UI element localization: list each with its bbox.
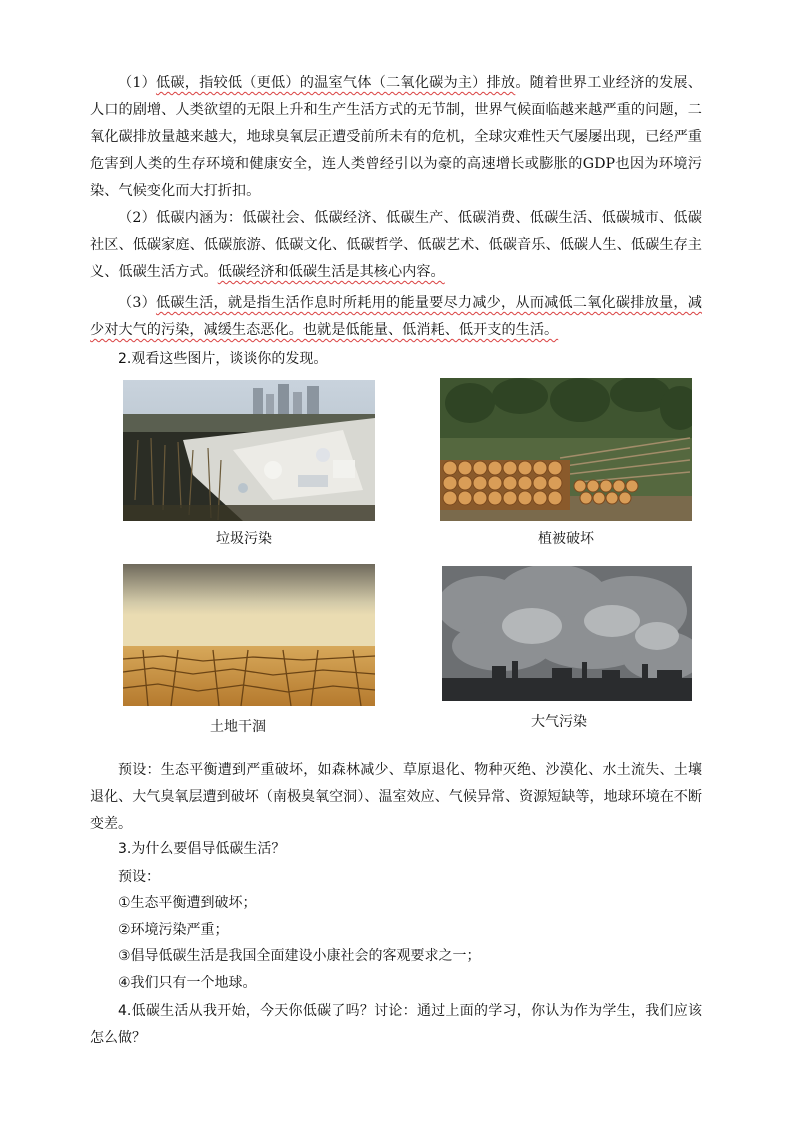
preset-answer-2-label: 预设： xyxy=(118,869,160,885)
vegetation-destruction-photo xyxy=(440,378,692,521)
land-drought-photo xyxy=(123,564,375,706)
preset-answer-1: 预设：生态平衡遭到严重破坏，如森林减少、草原退化、物种灭绝、沙漠化、水土流失、土壤退化、大气臭氧层遭到破坏（南极臭氧空洞）、温室效应、气候异常、资源短缺等，地球环境在不断变差。 xyxy=(90,762,702,832)
land-drought-caption: 土地干涸 xyxy=(210,719,266,735)
garbage-pollution-photo xyxy=(123,380,375,521)
paragraph-low-carbon-connotation xyxy=(90,205,702,286)
reason-item-3: ③倡导低碳生活是我国全面建设小康社会的客观要求之一； xyxy=(118,948,481,964)
air-pollution-photo xyxy=(442,566,692,701)
question-4: 4.低碳生活从我开始，今天你低碳了吗？讨论：通过上面的学习，你认为作为学生，我们应该怎么做？ xyxy=(90,1003,702,1046)
paragraph-low-carbon-life xyxy=(90,290,702,344)
garbage-pollution-caption: 垃圾污染 xyxy=(216,531,272,547)
reason-item-1: ①生态平衡遭到破坏； xyxy=(118,895,257,911)
vegetation-destruction-caption: 植被破坏 xyxy=(538,531,594,547)
question-2: 2.观看这些图片，谈谈你的发现。 xyxy=(118,351,328,367)
air-pollution-caption: 大气污染 xyxy=(531,714,587,730)
p3-number: （3） xyxy=(118,295,156,311)
p2-body: （2）低碳内涵为：低碳社会、低碳经济、低碳生产、低碳消费、低碳生活、低碳城市、低碳社区、低碳家庭、低碳旅游、低碳文化、低碳哲学、低碳艺术、低碳音乐、低碳人生、低碳生存主义、低碳生活方式。 xyxy=(90,210,702,280)
p1-underlined-definition: 低碳，指较低（更低）的温室气体（二氧化碳为主）排放 xyxy=(155,75,516,91)
p1-body: 。随着世界工业经济的发展、人口的剧增、人类欲望的无限上升和生产生活方式的无节制，世界气候面临越来越严重的问题，二氧化碳排放量越来越大，地球臭氧层正遭受前所未有的危机，全球灾难性天气屡屡出现，已经严重危害到人类的生存环境和健康安全，连人类曾经引以为豪的高速增长或膨胀的GDP也因为环境污染、气候变化而大打折扣。 xyxy=(90,75,702,199)
paragraph-low-carbon-definition xyxy=(90,70,702,205)
p1-number: （1） xyxy=(118,75,156,91)
reason-item-2: ②环境污染严重； xyxy=(118,922,229,938)
question-3: 3.为什么要倡导低碳生活？ xyxy=(118,841,286,857)
p2-underlined-core: 低碳经济和低碳生活是其核心内容。 xyxy=(217,264,445,280)
p3-underlined-definition: 低碳生活，就是指生活作息时所耗用的能量要尽力减少，从而减低二氧化碳排放量，减少对大气的污染，减缓生态恶化。也就是低能量、低消耗、低开支的生活。 xyxy=(90,295,702,338)
reason-item-4: ④我们只有一个地球。 xyxy=(118,975,257,991)
